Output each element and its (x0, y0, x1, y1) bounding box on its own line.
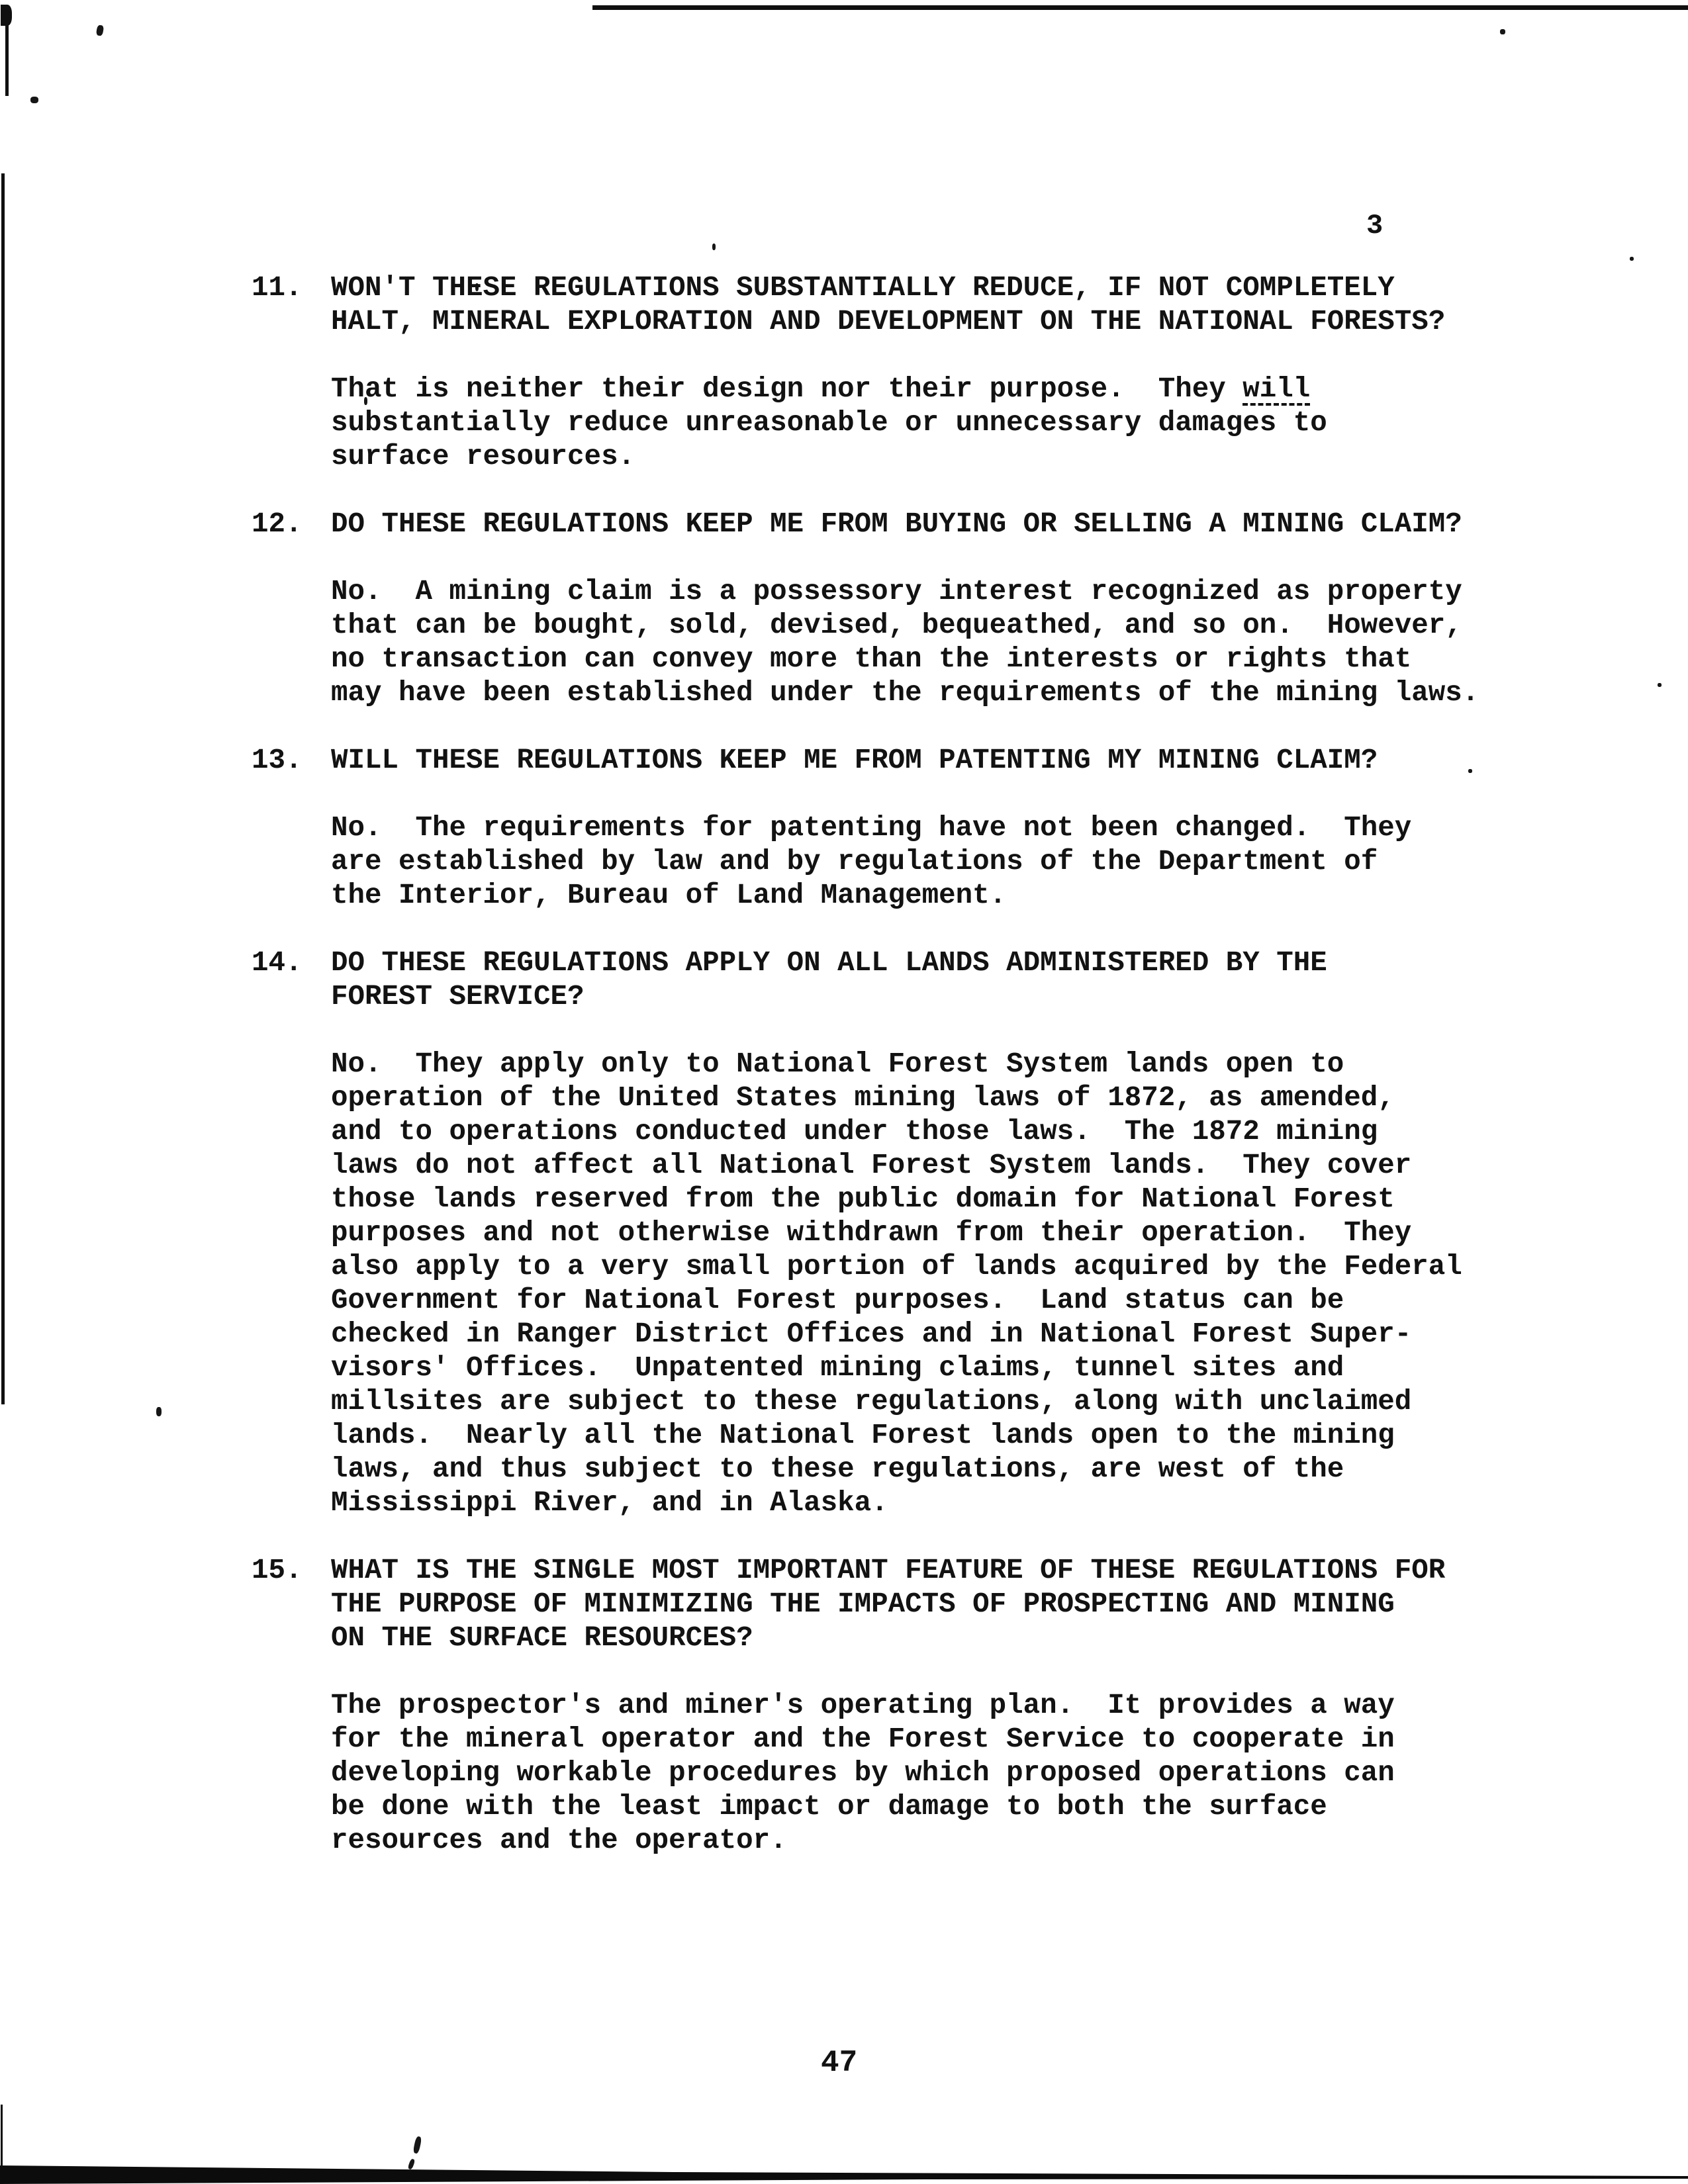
answer-line (331, 406, 1549, 440)
answer-text: no transaction can convey more than the interests or rights that (331, 643, 1412, 675)
answer-text: millsites are subject to these regulations, along with unclaimed (331, 1386, 1412, 1418)
answer-line (331, 373, 1549, 406)
answer-line (331, 1385, 1549, 1419)
ink-speck (96, 24, 105, 36)
answer-text: checked in Ranger District Offices and in National Forest Super- (331, 1318, 1412, 1350)
bottom-edge-scan-artifact (0, 2159, 1688, 2184)
qa-question (331, 744, 1549, 778)
left-edge-scan-artifact (5, 7, 9, 96)
question-line: HALT, MINERAL EXPLORATION AND DEVELOPMENT ON THE NATIONAL FORESTS? (331, 306, 1446, 338)
answer-text: operation of the United States mining laws of 1872, as amended, (331, 1082, 1395, 1114)
answer-text: be done with the least impact or damage to both the surface (331, 1791, 1327, 1823)
answer-line (331, 1318, 1549, 1351)
answer-text: surface resources. (331, 441, 635, 473)
qa-item (252, 1554, 1549, 1858)
answer-line (331, 1183, 1549, 1216)
answer-text: That is neither their design nor their purpose. They (331, 373, 1243, 405)
ink-speck (1500, 29, 1505, 34)
answer-line (331, 1081, 1549, 1115)
answer-text: may have been established under the requirements of the mining laws. (331, 677, 1479, 709)
question-line: WHAT IS THE SINGLE MOST IMPORTANT FEATURE OF THESE REGULATIONS FOR (331, 1555, 1446, 1586)
answer-line (331, 1689, 1549, 1723)
answer-line (331, 1723, 1549, 1756)
qa-item-content (331, 508, 1549, 710)
answer-line (331, 575, 1549, 609)
qa-item-content (331, 946, 1549, 1520)
ink-speck (30, 97, 38, 103)
answer-text: developing workable procedures by which proposed operations can (331, 1757, 1395, 1789)
answer-line (331, 845, 1549, 879)
qa-list (252, 271, 1549, 1858)
ink-mark (407, 2158, 415, 2169)
qa-item-content (331, 744, 1549, 913)
ink-speck (1658, 683, 1662, 687)
qa-item (252, 946, 1549, 1520)
answer-line (331, 1048, 1549, 1081)
qa-answer (331, 1048, 1549, 1520)
answer-text: purposes and not otherwise withdrawn from their operation. They (331, 1217, 1412, 1249)
answer-text: Mississippi River, and in Alaska. (331, 1487, 888, 1519)
answer-text: are established by law and by regulations of the Department of (331, 846, 1378, 878)
answer-text: laws do not affect all National Forest System lands. They cover (331, 1150, 1412, 1181)
answer-line (331, 1115, 1549, 1149)
answer-text: substantially reduce unreasonable or unnecessary damages to (331, 407, 1327, 439)
answer-text: visors' Offices. Unpatented mining claims, tunnel sites and (331, 1352, 1344, 1384)
qa-answer (331, 575, 1549, 710)
answer-text: also apply to a very small portion of lands acquired by the Federal (331, 1251, 1462, 1283)
qa-item-number: 14. (252, 947, 303, 979)
footer-page-number: 47 (821, 2046, 858, 2080)
qa-item-number: 13. (252, 745, 303, 776)
qa-item-number: 11. (252, 272, 303, 304)
top-edge-scan-artifact (592, 5, 1688, 10)
qa-question (331, 1554, 1549, 1655)
answer-text: the Interior, Bureau of Land Management. (331, 880, 1007, 911)
qa-answer (331, 373, 1549, 474)
answer-text: lands. Nearly all the National Forest lands open to the mining (331, 1420, 1395, 1451)
qa-item-content (331, 271, 1549, 474)
ink-speck (1630, 257, 1634, 261)
qa-question (331, 508, 1549, 541)
answer-text: for the mineral operator and the Forest Service to cooperate in (331, 1723, 1395, 1755)
answer-line (331, 1824, 1549, 1858)
left-edge-scan-artifact (1, 2105, 3, 2165)
question-line: WILL THESE REGULATIONS KEEP ME FROM PATENTING MY MINING CLAIM? (331, 745, 1378, 776)
answer-text: No. The requirements for patenting have not been changed. They (331, 812, 1412, 844)
ink-speck (712, 244, 716, 250)
answer-line (331, 1216, 1549, 1250)
underlined-text: will (1243, 373, 1311, 405)
qa-answer (331, 1689, 1549, 1858)
qa-item (252, 271, 1549, 474)
answer-line (331, 609, 1549, 643)
answer-line (331, 811, 1549, 845)
answer-text: No. They apply only to National Forest System lands open to (331, 1048, 1344, 1080)
qa-answer (331, 811, 1549, 913)
answer-text: and to operations conducted under those laws. The 1872 mining (331, 1116, 1378, 1148)
qa-item-number: 12. (252, 508, 303, 540)
qa-question (331, 271, 1549, 339)
question-line: DO THESE REGULATIONS APPLY ON ALL LANDS ADMINISTERED BY THE (331, 947, 1327, 979)
qa-item-content (331, 1554, 1549, 1858)
qa-item (252, 744, 1549, 913)
answer-line (331, 676, 1549, 710)
question-line: DO THESE REGULATIONS KEEP ME FROM BUYING OR SELLING A MINING CLAIM? (331, 508, 1462, 540)
qa-question (331, 946, 1549, 1014)
answer-text: The prospector's and miner's operating plan. It provides a way (331, 1690, 1395, 1721)
answer-text: resources and the operator. (331, 1825, 787, 1856)
answer-line (331, 1284, 1549, 1318)
answer-text: that can be bought, sold, devised, bequeathed, and so on. However, (331, 610, 1462, 641)
answer-line (331, 1790, 1549, 1824)
question-line: FOREST SERVICE? (331, 981, 585, 1013)
answer-text: Government for National Forest purposes. Land status can be (331, 1285, 1344, 1316)
ink-speck (156, 1407, 162, 1416)
answer-line (331, 1351, 1549, 1385)
answer-line (331, 879, 1549, 913)
answer-line (331, 440, 1549, 474)
answer-text: No. A mining claim is a possessory interest recognized as property (331, 576, 1462, 608)
question-line: THE PURPOSE OF MINIMIZING THE IMPACTS OF PROSPECTING AND MINING (331, 1588, 1395, 1620)
answer-line (331, 1453, 1549, 1486)
answer-line (331, 1756, 1549, 1790)
qa-item-number: 15. (252, 1555, 303, 1586)
qa-item (252, 508, 1549, 710)
answer-line (331, 1149, 1549, 1183)
answer-line (331, 1419, 1549, 1453)
ink-mark (412, 2136, 422, 2154)
answer-line (331, 1250, 1549, 1284)
answer-text: those lands reserved from the public domain for National Forest (331, 1183, 1395, 1215)
left-edge-scan-artifact (1, 173, 5, 1404)
answer-line (331, 1486, 1549, 1520)
answer-line (331, 643, 1549, 676)
answer-text: laws, and thus subject to these regulations, are west of the (331, 1453, 1344, 1485)
question-line: WON'T THESE REGULATIONS SUBSTANTIALLY REDUCE, IF NOT COMPLETELY (331, 272, 1395, 304)
question-line: ON THE SURFACE RESOURCES? (331, 1622, 753, 1654)
page-number-top: 3 (1366, 210, 1383, 242)
